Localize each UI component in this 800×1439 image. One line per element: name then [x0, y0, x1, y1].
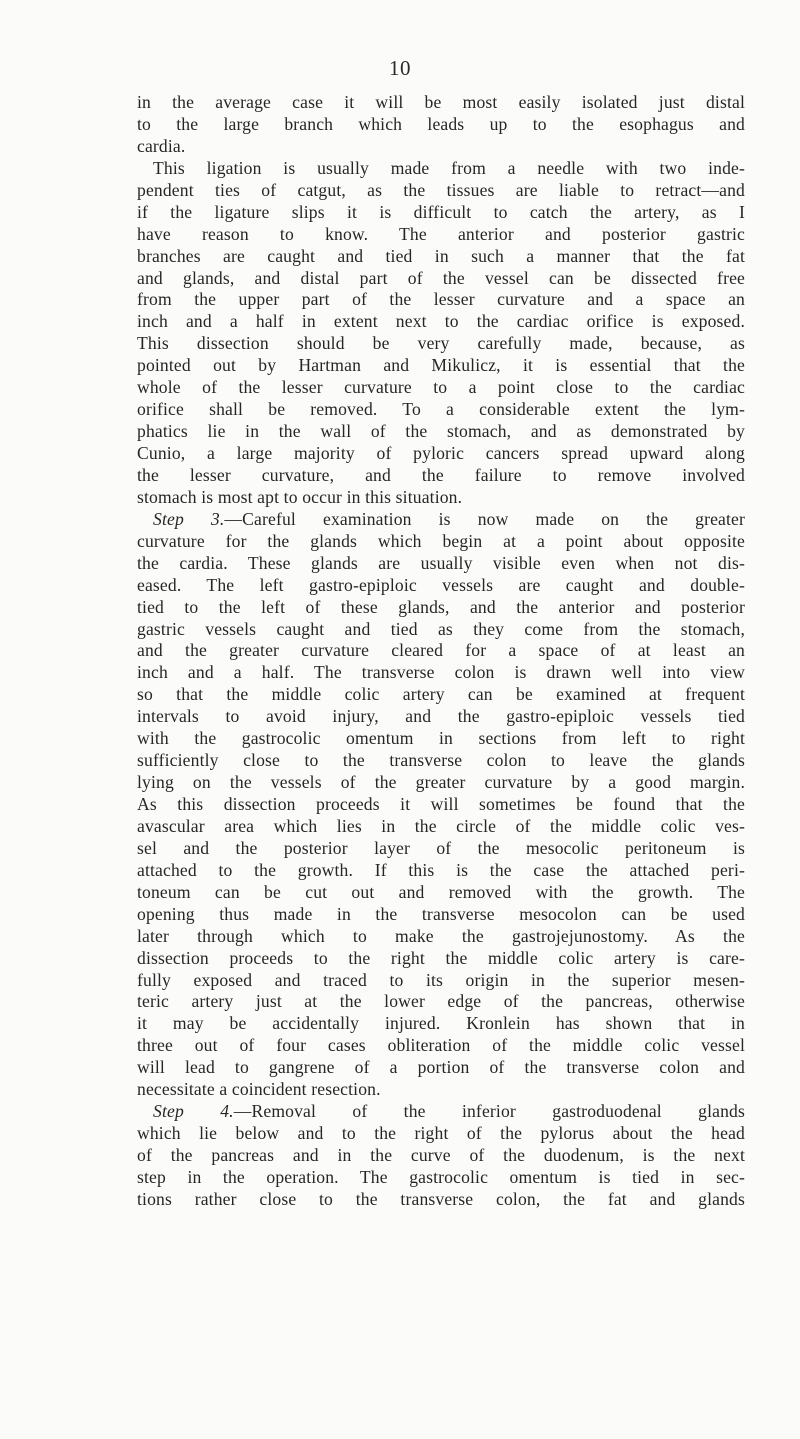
- text-line: toneum can be cut out and removed with the growth. The: [137, 881, 745, 902]
- text-line: [137, 509, 745, 531]
- text-line: [137, 1101, 745, 1123]
- text-line: and glands, and distal part of the vessel can be dissected free: [137, 267, 745, 288]
- text-line: have reason to know. The anterior and posterior gastric: [137, 223, 745, 244]
- text-line: to the large branch which leads up to the esophagus and: [137, 113, 745, 134]
- text-line: inch and a half. The transverse colon is drawn well into view: [137, 662, 745, 683]
- text-line: fully exposed and traced to its origin in the superior mesen-: [137, 969, 745, 990]
- text-line: curvature for the glands which begin at a point about opposite: [137, 530, 745, 551]
- page-number: 10: [389, 56, 411, 80]
- text-line: avascular area which lies in the circle of the middle colic ves-: [137, 815, 745, 836]
- text-line: orifice shall be removed. To a considerable extent the lym-: [137, 399, 745, 420]
- text-line: As this dissection proceeds it will sometimes be found that the: [137, 794, 745, 814]
- text-line: intervals to avoid injury, and the gastro-epiploic vessels tied: [137, 706, 745, 727]
- text-line: eased. The left gastro-epiploic vessels are caught and double-: [137, 574, 745, 595]
- text-line: sufficiently close to the transverse colon to leave the glands: [137, 750, 745, 771]
- text-line: the cardia. These glands are usually visible even when not dis-: [137, 552, 745, 573]
- text-line: whole of the lesser curvature to a point close to the cardiac: [137, 377, 745, 398]
- step-4-label: Step 4.: [153, 1101, 234, 1122]
- text-line: of the pancreas and in the curve of the duodenum, is the next: [137, 1145, 745, 1165]
- text-line: necessitate a coincident resection.: [137, 1079, 381, 1100]
- paragraph-continuation: [137, 92, 745, 158]
- step-3-first-line: —Careful examination is now made on the greater: [224, 508, 746, 529]
- body-text: [137, 92, 745, 1211]
- text-line: This ligation is usually made from a needle with two inde-: [153, 157, 745, 178]
- paragraph-ligation: [137, 158, 745, 509]
- text-line: the lesser curvature, and the failure to remove involved: [137, 464, 745, 485]
- text-line: sel and the posterior layer of the mesocolic peritoneum is: [137, 837, 745, 858]
- text-line: later through which to make the gastrojejunostomy. As the: [137, 925, 745, 946]
- text-line: tied to the left of these glands, and the anterior and posterior: [137, 596, 745, 617]
- text-line: cardia.: [137, 135, 186, 156]
- step-3-label: Step 3.: [153, 508, 225, 529]
- text-line: will lead to gangrene of a portion of the transverse colon and: [137, 1057, 745, 1078]
- text-line: which lie below and to the right of the pylorus about the head: [137, 1123, 745, 1144]
- text-line: opening thus made in the transverse mesocolon can be used: [137, 903, 745, 924]
- text-line: teric artery just at the lower edge of the pancreas, otherwise: [137, 991, 745, 1012]
- text-line: three out of four cases obliteration of the middle colic vessel: [137, 1035, 745, 1056]
- text-line: pointed out by Hartman and Mikulicz, it is essential that the: [137, 355, 745, 376]
- step-4-first-line: —Removal of the inferior gastroduodenal glands: [233, 1101, 745, 1122]
- text-line: it may be accidentally injured. Kronlein has shown that in: [137, 1013, 745, 1034]
- text-line: so that the middle colic artery can be examined at frequent: [137, 684, 745, 705]
- text-line: tions rather close to the transverse colon, the fat and glands: [137, 1188, 745, 1209]
- paragraph-step-3: [137, 509, 745, 1101]
- text-line: dissection proceeds to the right the middle colic artery is care-: [137, 947, 745, 968]
- text-line: inch and a half in extent next to the cardiac orifice is exposed.: [137, 311, 745, 332]
- text-line: if the ligature slips it is difficult to catch the artery, as I: [137, 201, 745, 222]
- text-line: from the upper part of the lesser curvature and a space an: [137, 289, 745, 310]
- text-line: phatics lie in the wall of the stomach, and as demonstrated by: [137, 421, 745, 442]
- text-line: lying on the vessels of the greater curvature by a good margin.: [137, 772, 745, 793]
- text-line: attached to the growth. If this is the case the attached peri-: [137, 859, 745, 880]
- text-line: stomach is most apt to occur in this situation.: [137, 486, 463, 507]
- text-line: This dissection should be very carefully made, because, as: [137, 333, 745, 354]
- text-line: pendent ties of catgut, as the tissues are liable to retract—and: [137, 179, 745, 200]
- text-line: branches are caught and tied in such a manner that the fat: [137, 245, 745, 266]
- text-line: in the average case it will be most easily isolated just distal: [137, 92, 745, 112]
- text-line: with the gastrocolic omentum in sections from left to right: [137, 728, 745, 749]
- text-line: Cunio, a large majority of pyloric cancers spread upward along: [137, 443, 745, 463]
- text-line: and the greater curvature cleared for a space of at least an: [137, 640, 745, 661]
- text-line: gastric vessels caught and tied as they come from the stomach,: [137, 618, 745, 639]
- paragraph-step-4: [137, 1101, 745, 1211]
- text-line: step in the operation. The gastrocolic omentum is tied in sec-: [137, 1166, 745, 1187]
